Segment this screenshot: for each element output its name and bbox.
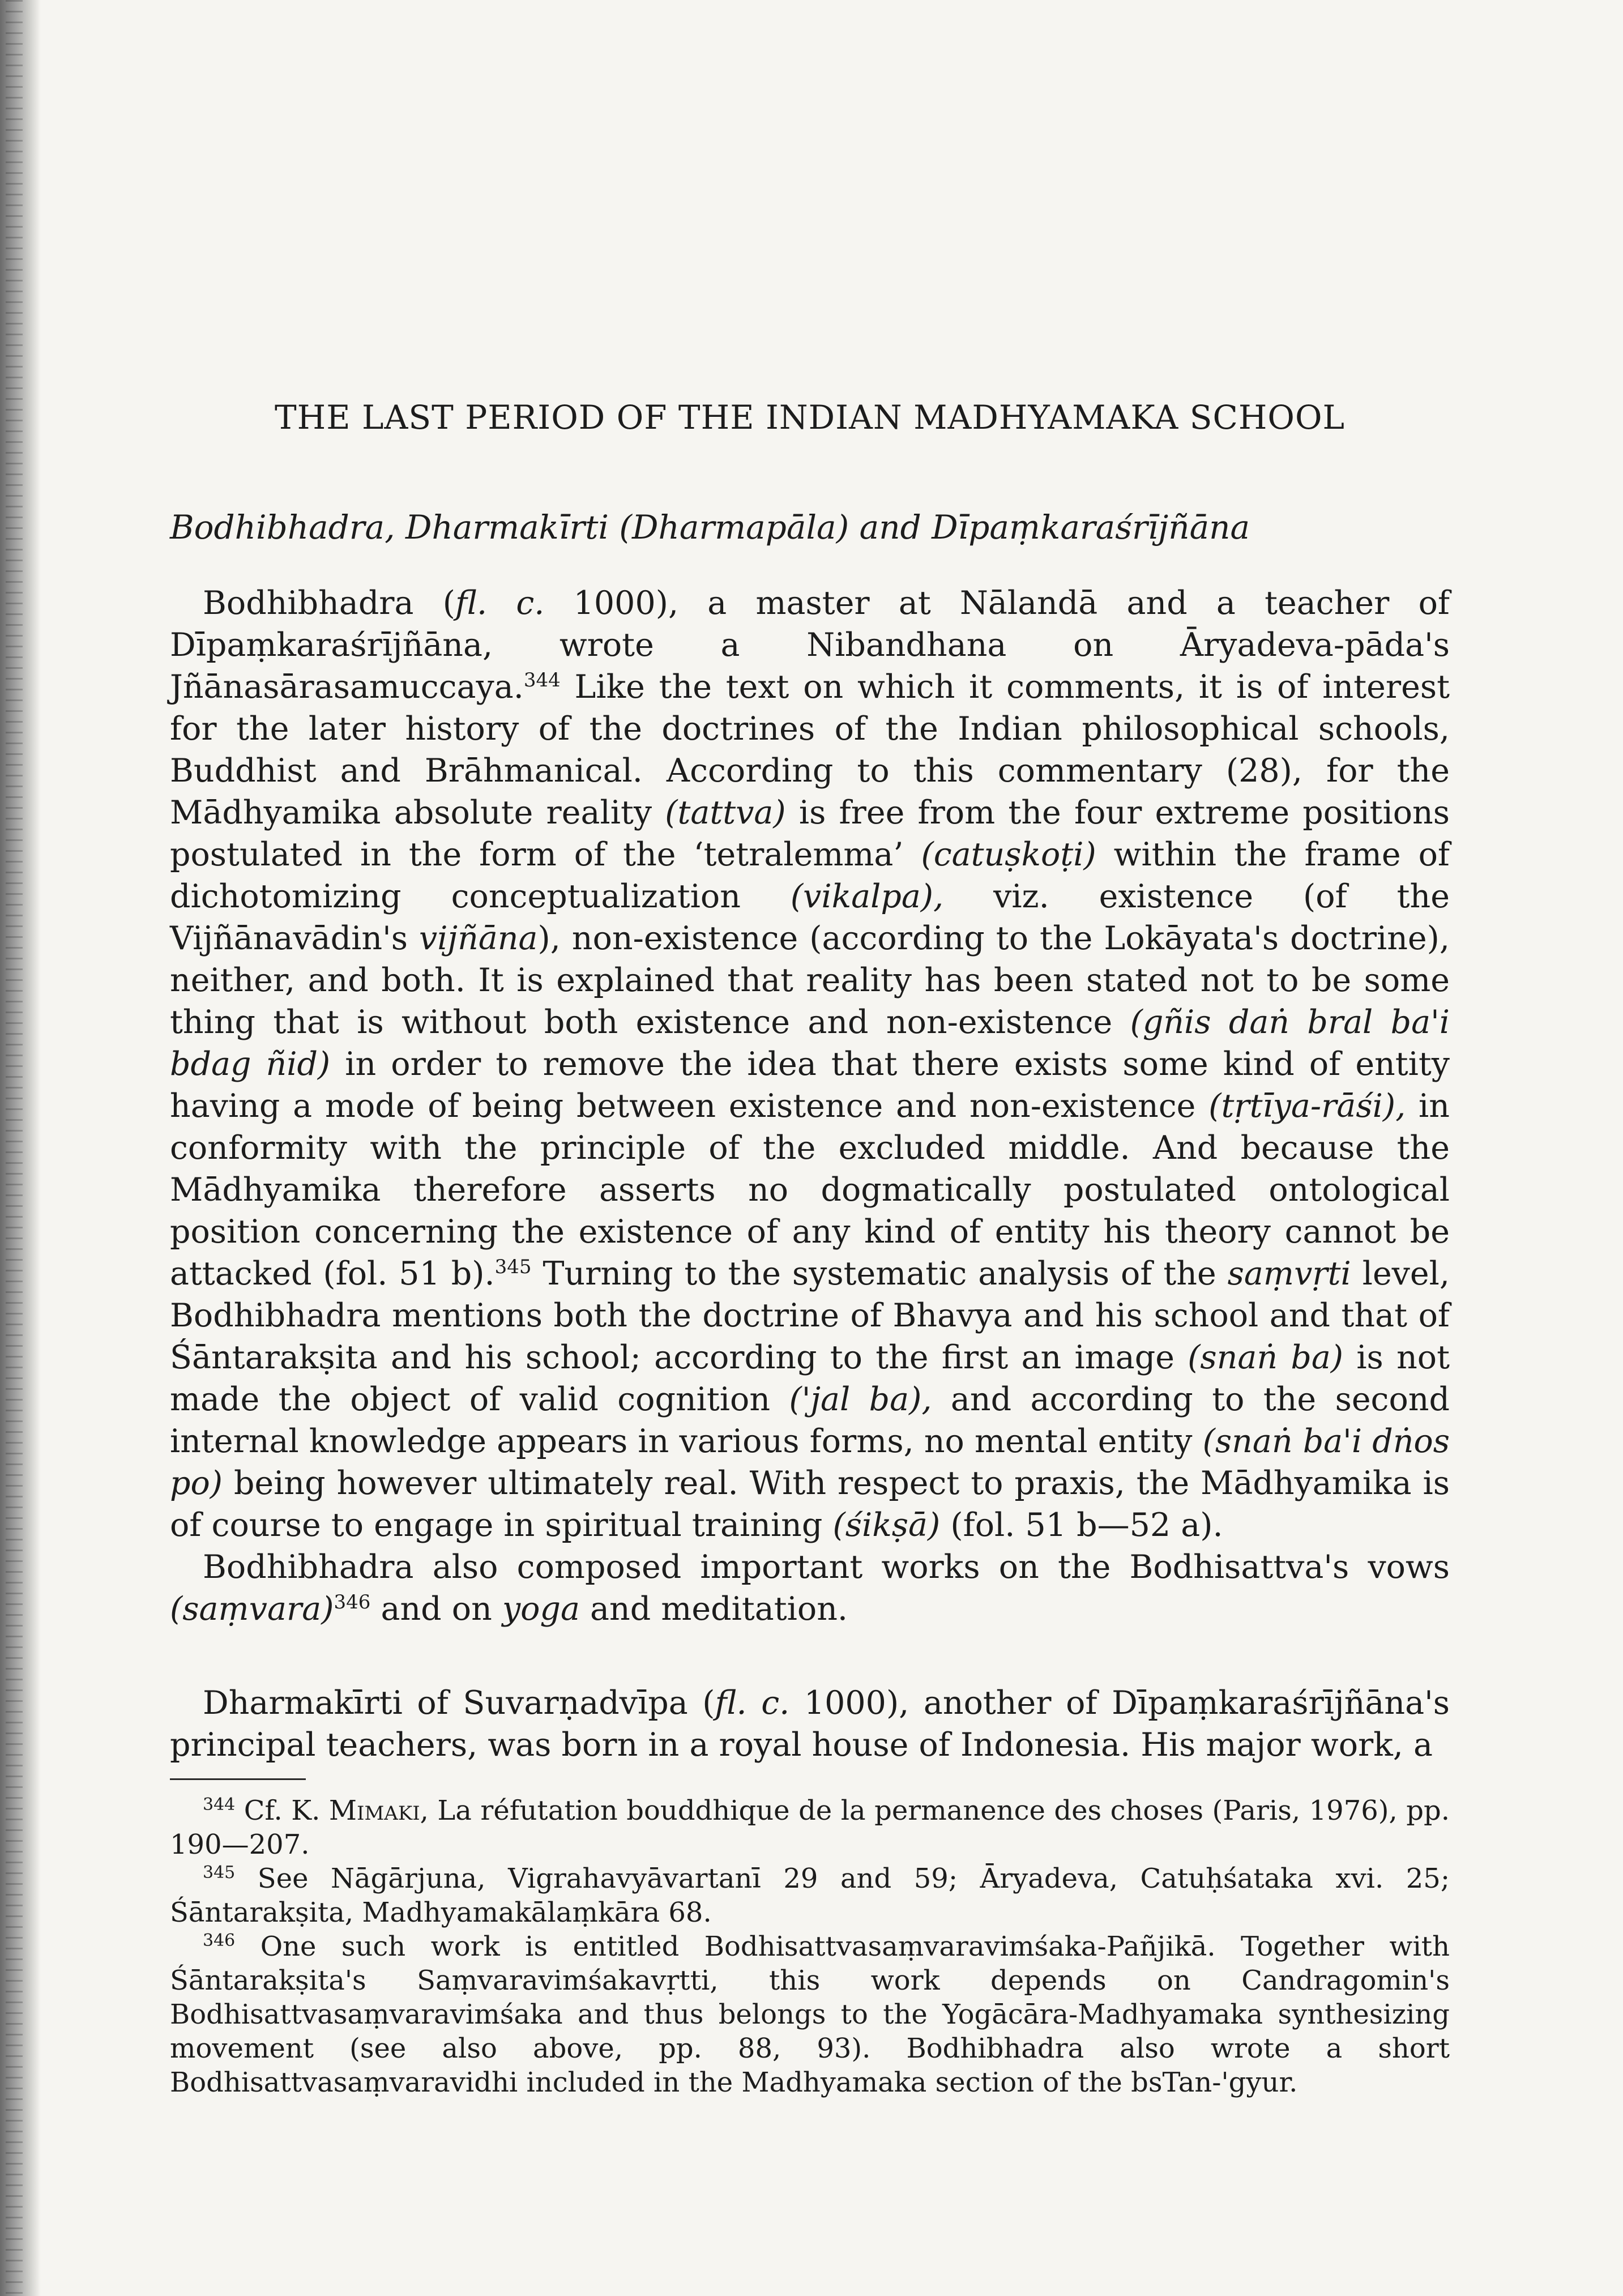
text-run: Bodhibhadra ( bbox=[203, 584, 455, 622]
text-run: within the frame of dichotomizing conceptualization bbox=[170, 836, 1450, 915]
italic-run: (gñis daṅ bral ba'i bdag ñid) bbox=[170, 1004, 1450, 1083]
footnote-345 bbox=[170, 1862, 1450, 1930]
footnote-number: 344 bbox=[203, 1795, 236, 1815]
binding-texture bbox=[6, 0, 23, 2296]
italic-run: fl. c. bbox=[455, 584, 545, 622]
text-run: Cf. K. bbox=[235, 1795, 329, 1826]
text-run: in order to remove the idea that there exists some kind of entity having a mode of being between existence and non-existence bbox=[170, 1045, 1450, 1125]
footnote-ref-346[interactable]: 346 bbox=[334, 1591, 371, 1614]
text-run: 1000), a master at Nālandā and a teacher of Dīpaṃkaraśrījñāna, wrote a Nibandhana on Āryadeva-pāda's Jñānasārasamuccaya. bbox=[170, 584, 1450, 706]
text-run: viz. existence (of the Vijñānavādin's bbox=[170, 878, 1450, 957]
text-run: is free from the four extreme positions postulated in the form of the ‘tetralemma’ bbox=[170, 794, 1450, 873]
chapter-title: THE LAST PERIOD OF THE INDIAN MADHYAMAKA SCHOOL bbox=[274, 398, 1346, 437]
section-subtitle: Bodhibhadra, Dharmakīrti (Dharmapāla) and Dīpaṃkaraśrījñāna bbox=[170, 508, 1250, 547]
italic-run: ('jal ba), bbox=[789, 1381, 932, 1418]
paragraph-bodhibhadra bbox=[170, 582, 1450, 1546]
italic-run: (tattva) bbox=[665, 794, 786, 831]
text-run: level, Bodhibhadra mentions both the doctrine of Bhavya and his school and that of Śāntarakṣita and his school; according to the first an image bbox=[170, 1255, 1450, 1376]
text-run: See Nāgārjuna, Vigrahavyāvartanī 29 and 59; Āryadeva, Catuḥśataka xvi. 25; Śāntarakṣita, Madhyamakālaṃkāra 68. bbox=[170, 1863, 1450, 1928]
footnote-number: 345 bbox=[203, 1863, 236, 1883]
text-run: Like the text on which it comments, it is of interest for the later history of the doctrines of the Indian philosophical schools, Buddhist and Brāhmanical. According to this commentary (28), for the Mādhyamika absolute reality bbox=[170, 668, 1450, 831]
text-run: and according to the second internal knowledge appears in various forms, no mental entity bbox=[170, 1381, 1450, 1460]
text-run: One such work is entitled Bodhisattvasaṃvaravimśaka-Pañjikā. Together with Śāntarakṣita's Saṃvaravimśakavṛtti, this work depends on Candragomin's Bodhisattvasaṃvaravimśaka and thus belongs to the Yogācāra-Madhyamaka synthesizing movement (see also above, pp. 88, 93). Bodhibhadra also wrote a short Bodhisattvasaṃvaravidhi included in the Madhyamaka section of the bsTan-'gyur. bbox=[170, 1931, 1450, 2098]
paragraph-bodhibhadra-works bbox=[170, 1546, 1450, 1630]
italic-run: yoga bbox=[502, 1590, 580, 1628]
italic-run: (snaṅ ba) bbox=[1188, 1339, 1344, 1376]
text-run: Bodhibhadra also composed important works on the Bodhisattva's vows bbox=[203, 1548, 1450, 1586]
text-run: and meditation. bbox=[579, 1590, 848, 1628]
footnote-344 bbox=[170, 1794, 1450, 1862]
text-run: Dharmakīrti of Suvarṇadvīpa ( bbox=[203, 1684, 715, 1722]
text-run: and on bbox=[370, 1590, 502, 1628]
text-run: Turning to the systematic analysis of the bbox=[531, 1255, 1228, 1292]
footnote-ref-344[interactable]: 344 bbox=[523, 669, 561, 692]
italic-run: fl. c. bbox=[715, 1684, 790, 1722]
italic-run: (śikṣā) bbox=[832, 1507, 941, 1544]
italic-run: (vikalpa), bbox=[790, 878, 944, 915]
footnote-ref-345[interactable]: 345 bbox=[494, 1256, 532, 1278]
text-run: ), non-existence (according to the Lokāyata's doctrine), neither, and both. It is explained that reality has been stated not to be some thing that is without both existence and non-existence bbox=[170, 920, 1450, 1041]
author-smallcaps: Mimaki bbox=[328, 1795, 420, 1826]
text-run: , La réfutation bouddhique de la permanence des choses (Paris, 1976), pp. 190—207. bbox=[170, 1795, 1450, 1860]
italic-run: (snaṅ ba'i dṅos po) bbox=[170, 1423, 1450, 1502]
footnote-346 bbox=[170, 1930, 1450, 2099]
italic-run: saṃvṛti bbox=[1227, 1255, 1351, 1292]
page-content bbox=[170, 396, 1450, 2099]
italic-run: (saṃvara) bbox=[170, 1590, 334, 1628]
italic-run: (tṛtīya-rāśi), bbox=[1208, 1087, 1406, 1125]
italic-run: vijñāna bbox=[419, 920, 538, 957]
footnote-number: 346 bbox=[203, 1931, 236, 1951]
text-run: is not made the object of valid cognition bbox=[170, 1339, 1450, 1418]
footnote-divider bbox=[170, 1778, 306, 1780]
italic-run: (catuṣkoṭi) bbox=[921, 836, 1096, 873]
text-run: 1000), another of Dīpaṃkaraśrījñāna's principal teachers, was born in a royal house of Indonesia. His major work, a bbox=[170, 1684, 1450, 1764]
text-run: being however ultimately real. With respect to praxis, the Mādhyamika is of course to engage in spiritual training bbox=[170, 1465, 1450, 1544]
text-run: in conformity with the principle of the excluded middle. And because the Mādhyamika therefore asserts no dogmatically postulated ontological position concerning the existence of any kind of entity his theory cannot be attacked (fol. 51 b). bbox=[170, 1087, 1450, 1292]
paragraph-dharmakirti bbox=[170, 1682, 1450, 1766]
text-run: (fol. 51 b—52 a). bbox=[940, 1507, 1223, 1544]
